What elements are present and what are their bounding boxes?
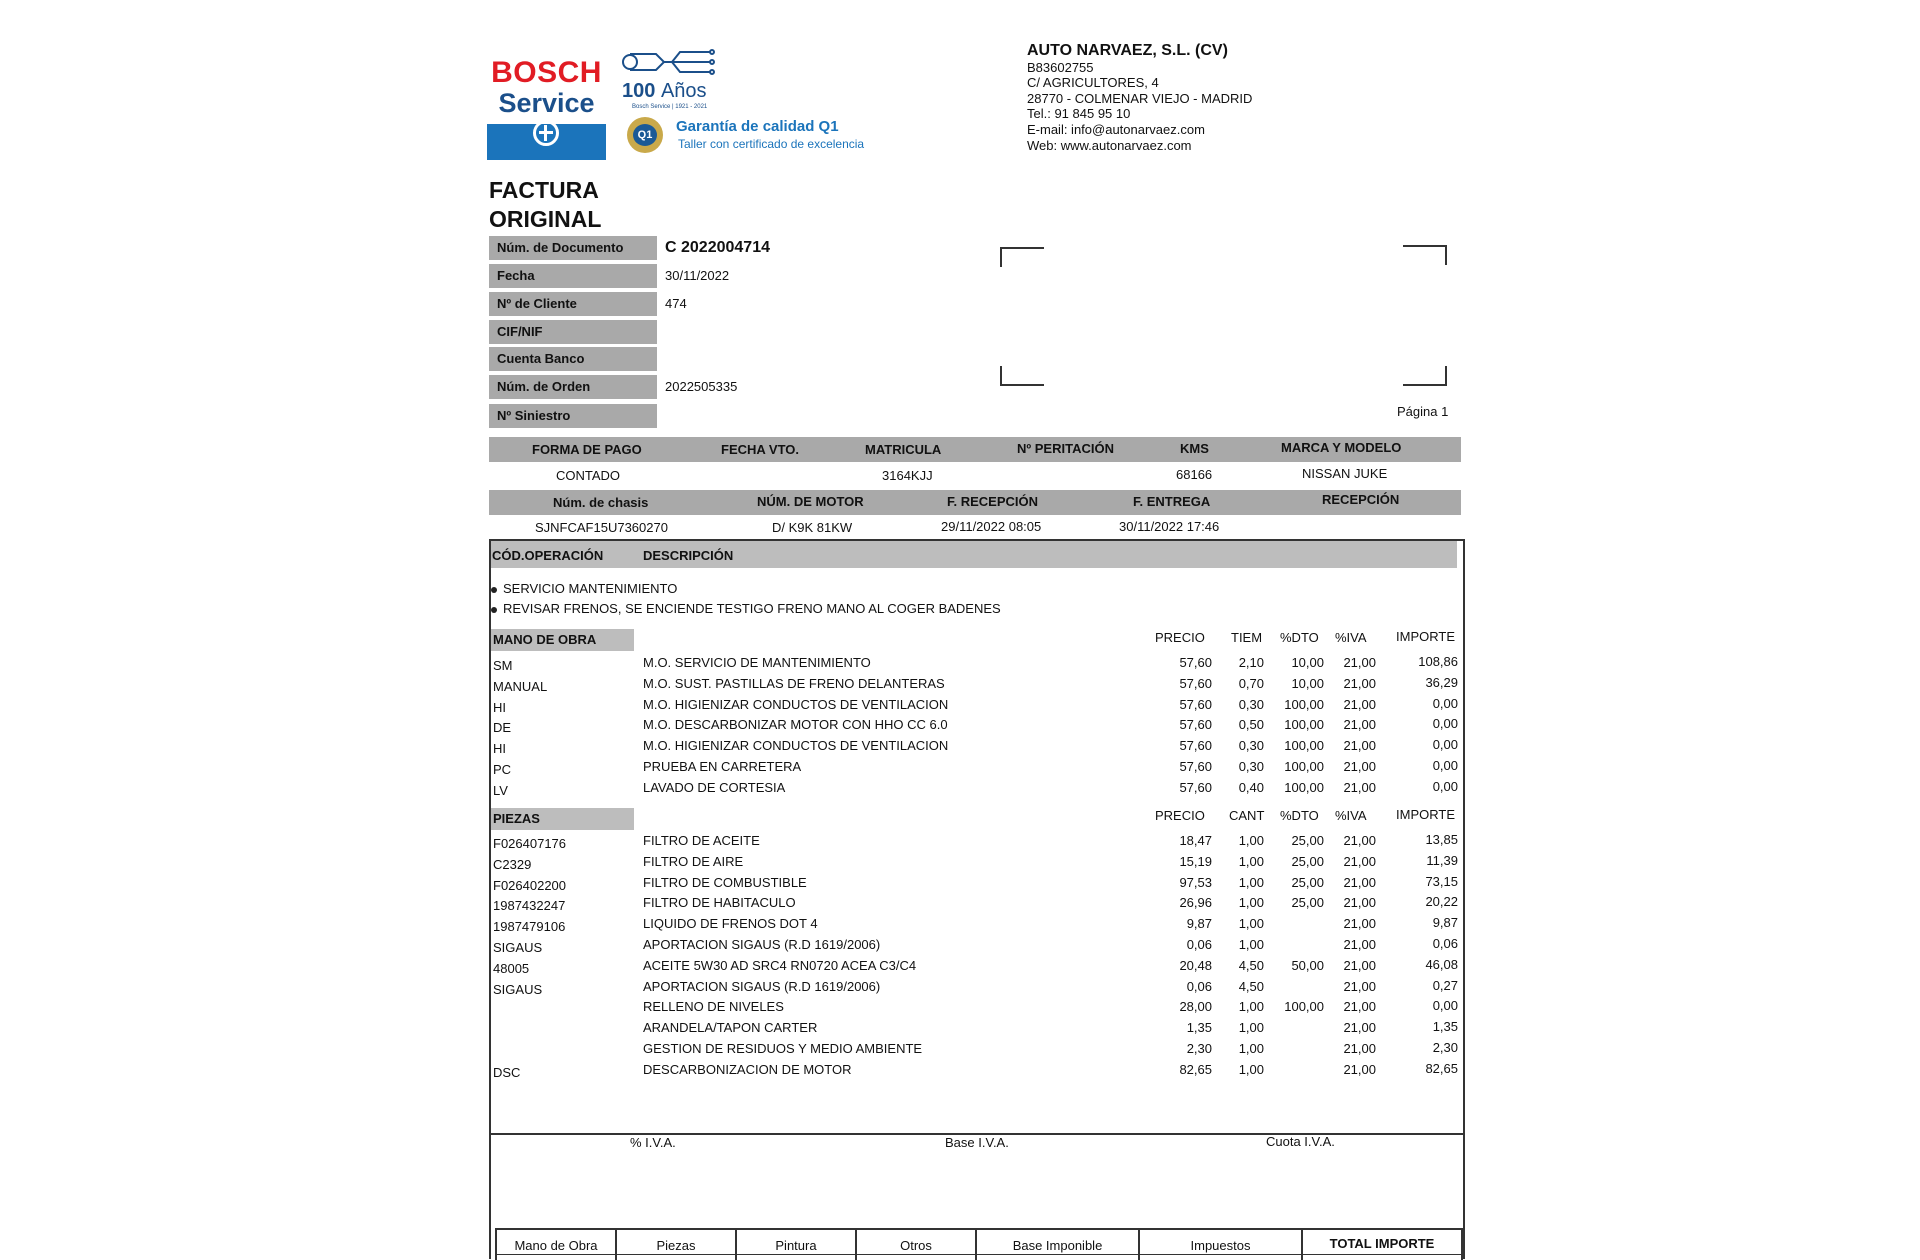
total-other-label: Otros <box>900 1238 932 1253</box>
kms-header: KMS <box>1180 441 1209 456</box>
reception-header: RECEPCIÓN <box>1322 492 1400 507</box>
client-label: Nº de Cliente <box>489 292 657 316</box>
item-quantity: 1,00 <box>1238 1020 1264 1036</box>
item-vat: 21,00 <box>1343 738 1376 754</box>
col-dto-header: %DTO <box>1280 808 1319 823</box>
item-vat: 21,00 <box>1343 916 1376 932</box>
item-discount: 100,00 <box>1284 738 1324 754</box>
item-vat: 21,00 <box>1343 853 1376 869</box>
item-amount: 108,86 <box>1418 654 1458 669</box>
client-value: 474 <box>665 296 687 311</box>
item-code: 1987479106 <box>493 919 566 935</box>
item-description: ACEITE 5W30 AD SRC4 RN0720 ACEA C3/C4 <box>643 957 917 973</box>
item-amount: 46,08 <box>1425 956 1458 972</box>
item-quantity: 2,10 <box>1238 655 1264 670</box>
item-vat: 21,00 <box>1343 1041 1376 1056</box>
item-code: MANUAL <box>493 678 548 694</box>
col-precio-header: PRECIO <box>1155 630 1205 645</box>
item-code: F026402200 <box>493 877 567 893</box>
item-quantity: 0,40 <box>1238 779 1264 795</box>
item-quantity: 4,50 <box>1238 978 1264 994</box>
engine-value: D/ K9K 81KW <box>772 520 853 535</box>
date-value: 30/11/2022 <box>665 268 730 283</box>
document-title-line2: ORIGINAL <box>489 206 602 232</box>
bosch-brand-text: BOSCH <box>491 56 602 89</box>
item-vat: 21,00 <box>1343 978 1376 994</box>
item-amount: 0,00 <box>1432 998 1458 1014</box>
operations-header-bar <box>491 541 1457 568</box>
item-price: 57,60 <box>1179 759 1212 774</box>
item-code: HI <box>493 699 506 715</box>
item-quantity: 1,00 <box>1238 874 1264 890</box>
item-price: 57,60 <box>1179 696 1212 712</box>
col-qty-header: TIEM <box>1231 630 1263 645</box>
chassis-header: Núm. de chasis <box>553 495 649 510</box>
item-description: APORTACION SIGAUS (R.D 1619/2006) <box>643 978 881 994</box>
col-iva-header: %IVA <box>1335 808 1367 823</box>
window-corner-bl <box>1000 366 1044 386</box>
item-vat: 21,00 <box>1343 833 1376 848</box>
item-amount: 0,27 <box>1432 977 1458 993</box>
item-discount: 25,00 <box>1291 895 1324 911</box>
item-amount: 36,29 <box>1425 674 1458 690</box>
document-title <box>489 176 601 234</box>
item-description: M.O. SERVICIO DE MANTENIMIENTO <box>643 655 871 670</box>
item-price: 82,65 <box>1179 1061 1212 1077</box>
cif-label: CIF/NIF <box>489 320 657 344</box>
item-discount: 10,00 <box>1291 675 1324 691</box>
bosch-armature-icon <box>533 120 559 146</box>
item-price: 1,35 <box>1186 1020 1212 1036</box>
item-description: DESCARBONIZACION DE MOTOR <box>643 1061 852 1077</box>
item-vat: 21,00 <box>1343 779 1376 795</box>
col-dto-header: %DTO <box>1280 630 1319 645</box>
total-base-label: Base Imponible <box>1012 1238 1103 1253</box>
item-quantity: 0,50 <box>1238 717 1264 733</box>
item-price: 57,60 <box>1179 779 1212 795</box>
plate-value: 3164KJJ <box>882 468 933 483</box>
item-description: LIQUIDO DE FRENOS DOT 4 <box>643 916 818 932</box>
total-labour-label: Mano de Obra <box>514 1238 598 1253</box>
item-price: 97,53 <box>1179 874 1212 890</box>
item-price: 28,00 <box>1179 999 1212 1015</box>
item-price: 26,96 <box>1179 895 1212 911</box>
item-code: C2329 <box>493 856 532 872</box>
item-price: 57,60 <box>1179 738 1212 754</box>
item-price: 57,60 <box>1179 717 1212 733</box>
parts-section-header: PIEZAS <box>491 808 634 830</box>
col-precio-header: PRECIO <box>1155 808 1205 823</box>
item-vat: 21,00 <box>1343 696 1376 712</box>
item-description: GESTION DE RESIDUOS Y MEDIO AMBIENTE <box>643 1041 923 1056</box>
item-discount: 10,00 <box>1291 655 1324 670</box>
chassis-value: SJNFCAF15U7360270 <box>535 520 668 535</box>
item-amount: 2,30 <box>1432 1040 1458 1055</box>
plate-header: MATRICULA <box>865 442 942 457</box>
item-vat: 21,00 <box>1343 717 1376 733</box>
total-tax-label: Impuestos <box>1190 1238 1251 1253</box>
appraisal-header: Nº PERITACIÓN <box>1017 441 1114 456</box>
item-amount: 0,00 <box>1432 778 1458 794</box>
item-vat: 21,00 <box>1343 957 1376 973</box>
item-vat: 21,00 <box>1343 759 1376 774</box>
item-vat: 21,00 <box>1343 1020 1376 1036</box>
labour-section-header: MANO DE OBRA <box>491 629 634 651</box>
item-price: 18,47 <box>1179 833 1212 848</box>
item-quantity: 0,30 <box>1238 759 1264 774</box>
item-code: SIGAUS <box>493 981 543 997</box>
item-description: APORTACION SIGAUS (R.D 1619/2006) <box>643 937 881 952</box>
item-description: M.O. HIGIENIZAR CONDUCTOS DE VENTILACION <box>643 738 949 754</box>
company-web: Web: www.autonarvaez.com <box>1027 137 1192 153</box>
item-quantity: 1,00 <box>1238 1061 1264 1077</box>
company-cif: B83602755 <box>1027 59 1094 75</box>
anniversary-sub: Bosch Service | 1921 - 2021 <box>632 104 708 110</box>
item-code: PC <box>493 762 512 777</box>
item-discount: 25,00 <box>1291 874 1324 890</box>
vat-pct-label: % I.V.A. <box>630 1135 676 1150</box>
reception-date-header: F. RECEPCIÓN <box>947 494 1039 509</box>
item-discount: 25,00 <box>1291 833 1324 848</box>
item-description: RELLENO DE NIVELES <box>643 999 784 1015</box>
service-note: REVISAR FRENOS, SE ENCIENDE TESTIGO FRENO MANO AL COGER BADENES <box>491 601 1001 616</box>
item-code: SIGAUS <box>493 940 543 955</box>
item-amount: 0,06 <box>1432 936 1458 951</box>
total-paint-label: Pintura <box>775 1238 817 1253</box>
col-importe-header: IMPORTE <box>1396 807 1455 822</box>
item-quantity: 1,00 <box>1238 833 1264 848</box>
item-price: 2,30 <box>1186 1041 1212 1056</box>
totals-header-underline <box>495 1254 1463 1255</box>
item-code: LV <box>493 782 508 798</box>
document-title-line1: FACTURA <box>489 177 599 203</box>
delivery-date-header: F. ENTREGA <box>1133 494 1211 509</box>
item-description: M.O. SUST. PASTILLAS DE FRENO DELANTERAS <box>643 675 945 691</box>
item-description: ARANDELA/TAPON CARTER <box>643 1020 818 1036</box>
item-price: 0,06 <box>1186 937 1212 952</box>
item-code: HI <box>493 741 506 757</box>
q1-title: Garantía de calidad Q1 <box>676 118 839 135</box>
item-quantity: 1,00 <box>1238 999 1264 1015</box>
item-price: 20,48 <box>1179 957 1212 973</box>
item-amount: 1,35 <box>1432 1019 1458 1035</box>
total-amount-label: TOTAL IMPORTE <box>1329 1236 1435 1251</box>
q1-quality-icon <box>627 117 663 153</box>
item-description: FILTRO DE COMBUSTIBLE <box>643 874 807 890</box>
item-vat: 21,00 <box>1343 895 1376 911</box>
item-vat: 21,00 <box>1343 675 1376 691</box>
item-vat: 21,00 <box>1343 1061 1376 1077</box>
item-discount: 100,00 <box>1284 779 1324 795</box>
company-address: C/ AGRICULTORES, 4 <box>1027 75 1159 91</box>
item-discount: 25,00 <box>1291 853 1324 869</box>
item-code: DE <box>493 720 512 736</box>
item-quantity: 1,00 <box>1238 895 1264 911</box>
op-code-header: CÓD.OPERACIÓN <box>492 548 604 563</box>
claim-label: Nº Siniestro <box>489 404 657 428</box>
item-code: DSC <box>493 1064 521 1080</box>
delivery-date-value: 30/11/2022 17:46 <box>1119 519 1220 534</box>
order-value: 2022505335 <box>665 379 738 394</box>
item-quantity: 0,70 <box>1238 675 1264 691</box>
order-label: Núm. de Orden <box>489 375 657 399</box>
anniversary-label: 100 Años <box>622 80 707 102</box>
item-amount: 11,39 <box>1426 852 1458 868</box>
col-importe-header: IMPORTE <box>1396 629 1455 644</box>
item-vat: 21,00 <box>1343 655 1376 670</box>
item-price: 15,19 <box>1179 853 1212 869</box>
date-label: Fecha <box>489 264 657 288</box>
window-corner-tl <box>1000 247 1044 267</box>
item-price: 57,60 <box>1179 675 1212 691</box>
item-quantity: 1,00 <box>1238 916 1264 932</box>
bosch-service-text: Service <box>498 88 595 118</box>
item-amount: 20,22 <box>1425 894 1458 910</box>
item-quantity: 1,00 <box>1238 1041 1264 1056</box>
bank-label: Cuenta Banco <box>489 347 657 371</box>
item-quantity: 1,00 <box>1238 937 1264 952</box>
item-amount: 82,65 <box>1425 1060 1458 1076</box>
col-iva-header: %IVA <box>1335 630 1367 645</box>
kms-value: 68166 <box>1176 467 1213 482</box>
payment-method-header: FORMA DE PAGO <box>532 442 642 457</box>
item-vat: 21,00 <box>1343 874 1376 890</box>
item-amount: 0,00 <box>1432 695 1458 711</box>
window-corner-br <box>1403 366 1447 386</box>
company-info <box>1027 43 1252 153</box>
item-description: FILTRO DE ACEITE <box>643 833 760 848</box>
company-name: AUTO NARVAEZ, S.L. (CV) <box>1027 42 1228 59</box>
reception-date-value: 29/11/2022 08:05 <box>941 519 1042 534</box>
make-model-value: NISSAN JUKE <box>1302 466 1388 481</box>
description-header: DESCRIPCIÓN <box>643 548 734 563</box>
item-vat: 21,00 <box>1343 937 1376 952</box>
item-description: M.O. DESCARBONIZAR MOTOR CON HHO CC 6.0 <box>643 717 948 733</box>
company-phone: Tel.: 91 845 95 10 <box>1027 106 1131 122</box>
item-description: FILTRO DE AIRE <box>643 853 744 869</box>
engine-header: NÚM. DE MOTOR <box>757 494 864 509</box>
item-description: M.O. HIGIENIZAR CONDUCTOS DE VENTILACION <box>643 696 949 712</box>
item-quantity: 0,30 <box>1238 738 1264 754</box>
item-amount: 13,85 <box>1425 832 1458 847</box>
bosch-service-logo <box>487 40 606 160</box>
doc-number-label: Núm. de Documento <box>489 236 657 260</box>
item-description: PRUEBA EN CARRETERA <box>643 759 802 774</box>
item-amount: 73,15 <box>1425 873 1458 889</box>
service-note: SERVICIO MANTENIMIENTO <box>491 581 677 596</box>
make-model-header: MARCA Y MODELO <box>1281 440 1402 455</box>
item-code: F026407176 <box>493 836 567 851</box>
vat-cuota-label: Cuota I.V.A. <box>1266 1134 1335 1149</box>
item-quantity: 0,30 <box>1238 696 1264 712</box>
item-amount: 9,87 <box>1432 915 1458 931</box>
totals-top-border <box>495 1228 1463 1230</box>
item-code: 1987432247 <box>493 898 566 914</box>
item-vat: 21,00 <box>1343 999 1376 1015</box>
col-qty-header: CANT <box>1229 808 1265 823</box>
item-quantity: 1,00 <box>1238 853 1264 869</box>
item-price: 9,87 <box>1186 916 1212 932</box>
doc-number-value: C 2022004714 <box>665 239 770 256</box>
item-quantity: 4,50 <box>1238 957 1264 973</box>
item-discount: 100,00 <box>1284 759 1324 774</box>
company-city: 28770 - COLMENAR VIEJO - MADRID <box>1027 90 1253 106</box>
vat-base-label: Base I.V.A. <box>945 1135 1009 1150</box>
item-discount: 100,00 <box>1284 999 1324 1015</box>
payment-method-value: CONTADO <box>556 468 621 483</box>
window-corner-tr <box>1403 245 1447 265</box>
page-number: Página 1 <box>1397 404 1449 419</box>
item-code: SM <box>493 658 513 673</box>
item-price: 57,60 <box>1179 655 1212 670</box>
item-discount: 100,00 <box>1284 717 1324 733</box>
due-date-header: FECHA VTO. <box>721 442 800 457</box>
item-description: LAVADO DE CORTESIA <box>643 779 786 795</box>
company-email: E-mail: info@autonarvaez.com <box>1027 121 1205 137</box>
totals-divider <box>1461 1228 1463 1260</box>
item-description: FILTRO DE HABITACULO <box>643 895 796 911</box>
item-amount: 0,00 <box>1432 737 1458 753</box>
item-amount: 0,00 <box>1432 716 1458 732</box>
item-discount: 50,00 <box>1291 957 1324 973</box>
item-discount: 100,00 <box>1284 696 1324 712</box>
total-parts-label: Piezas <box>656 1238 696 1253</box>
item-amount: 0,00 <box>1432 758 1458 773</box>
q1-subtitle: Taller con certificado de excelencia <box>678 137 865 151</box>
item-price: 0,06 <box>1186 978 1212 994</box>
item-code: 48005 <box>493 960 530 976</box>
